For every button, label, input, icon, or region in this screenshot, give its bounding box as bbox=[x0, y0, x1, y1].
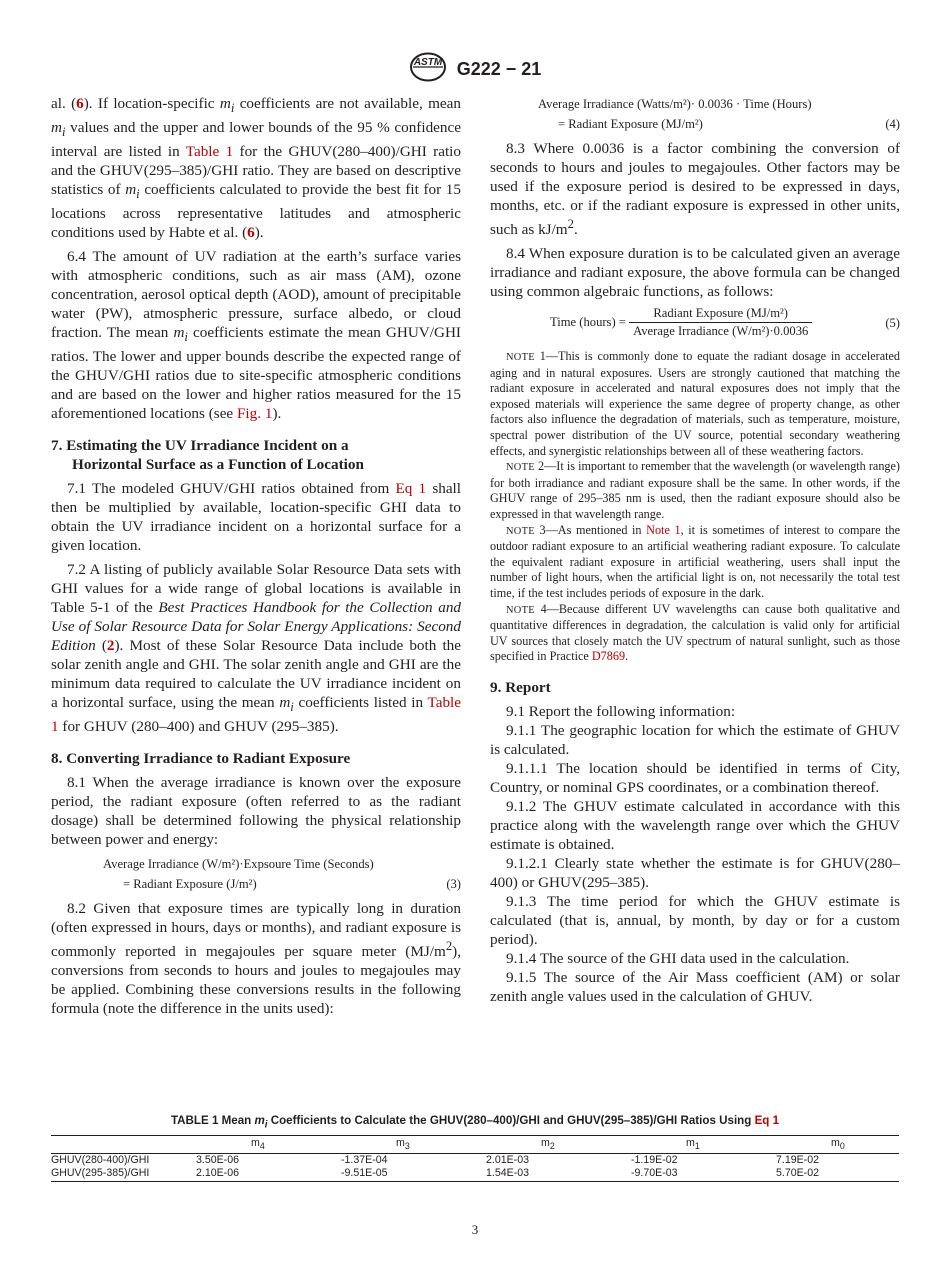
reference-6-link[interactable]: 6 bbox=[247, 224, 255, 242]
table-header-m1: $m_1$ bbox=[631, 1136, 776, 1154]
equation-3-line1: Average Irradiance (W/m²)·Expsoure Time (Seconds) bbox=[103, 857, 374, 872]
reference-6-link[interactable]: 6 bbox=[76, 95, 84, 112]
figure-1-link[interactable]: Fig. 1 bbox=[236, 405, 273, 423]
table-cell: 3.50E-06 bbox=[196, 1154, 239, 1167]
table-cell: -1.37E-04 bbox=[341, 1154, 388, 1167]
equation-3-line2: = Radiant Exposure (J/m²) (3) bbox=[51, 874, 461, 894]
table-cell: 2.01E-03 bbox=[486, 1154, 529, 1167]
paragraph-9-1-1-1: 9.1.1.1 The location should be identified in terms of City, Country, or nominal GPS coordinates, or a combination thereof. bbox=[490, 759, 900, 796]
paragraph-8-4: 8.4 When exposure duration is to be calculated given an average irradiance and radiant exposure, the above formula can be changed using common algebraic functions, as follows: bbox=[490, 245, 900, 301]
paragraph-8-2: 8.2 Given that exposure times are typically long in duration (often expressed in hours, days or months), and radiant exposure is commonly reported in megajoules per square meter $(MJ/m^2)$, conversions from seconds to hours and joules to megajoules may be applied. Combining these conversions results in the following formula (note the difference in the units used): bbox=[51, 900, 461, 1018]
coefficients-table bbox=[51, 1135, 899, 1182]
paragraph-9-1-4: 9.1.4 The source of the GHI data used in the calculation. bbox=[506, 949, 850, 967]
table-1-block bbox=[51, 1113, 899, 1182]
table-cell: 1.54E-03 bbox=[486, 1167, 631, 1182]
paragraph-9-1-5: 9.1.5 The source of the Air Mass coefficient (AM) or solar zenith angle values used in the calculation of GHUV. bbox=[490, 968, 900, 1005]
table-1-link[interactable]: Table 1 bbox=[185, 143, 234, 161]
section-8-heading: 8. Converting Irradiance to Radiant Exposure bbox=[51, 750, 351, 768]
paragraph-7-2: 7.2 A listing of publicly available Solar Resource Data sets with GHI values for a wide range of global locations is available in Table 5-1 of the Best Practices Handbook for the Collection and Use of Solar Resource Data for Solar Energy Applications: Second Edition (2). Most of these Solar Resource Data include both the solar zenith angle and GHI. The solar zenith angle and GHI are the minimum data required to calculate the UV irradiance incident on a horizontal surface, using the mean $m_i$ coefficients listed in Table 1 for GHUV (280–400) and GHUV (295–385). bbox=[51, 561, 462, 736]
page-number: 3 bbox=[471, 1222, 479, 1237]
paragraph-7-1: 7.1 The modeled GHUV/GHI ratios obtained from Eq 1 shall then be multiplied by available, location-specific GHI data to obtain the UV irradiance incident on a horizontal surface for a given location. bbox=[51, 480, 462, 555]
left-column bbox=[51, 94, 461, 1018]
table-cell: 7.19E-02 bbox=[776, 1154, 819, 1167]
eq-1-link[interactable]: Eq 1 bbox=[754, 1114, 780, 1127]
table-row bbox=[51, 1167, 899, 1182]
document-code: G222 − 21 bbox=[456, 59, 542, 79]
section-7-heading: 7. Estimating the UV Irradiance Incident on a Horizontal Surface as a Function of Location bbox=[51, 437, 364, 474]
table-cell: -1.19E-02 bbox=[631, 1154, 678, 1167]
paragraph-9-1-3: 9.1.3 The time period for which the GHUV estimate is calculated (that is, annual, by month, by day or for a custom period). bbox=[490, 892, 900, 948]
table-cell: -9.70E-03 bbox=[631, 1167, 776, 1182]
paragraph-6-3-continued: al. (6). If location-specific $m_i$ coefficients are not available, mean $m_i$ values and the upper and lower bounds of the 95 % confidence interval are listed in Table 1 for the GHUV(280–400)/GHI ratio and the GHUV(295–385)/GHI ratio. They are based on descriptive statistics of $m_i$ coefficients calculated to provide the best fit for 15 locations across representative latitudes and atmospheric conditions used by Habte et al. (6). bbox=[51, 95, 461, 242]
logo-text: ASTM bbox=[413, 57, 442, 68]
note-1: NOTE 1—This is commonly done to equate the radiant dosage in accelerated aging and in natural exposures. Users are strongly cautioned that matching the radiant exposure in accelerated and natural exposures does not imply that the exposed materials will experience the same degree of property change, as other factors also influence the degradation of materials, such as temperature, moisture, spectral power distribution of the UV source, potential secondary weathering effects, and synergistic relationships between all of these weathering factors. bbox=[490, 349, 900, 458]
paragraph-9-1: 9.1 Report the following information: bbox=[506, 702, 736, 720]
paragraph-6-4: 6.4 The amount of UV radiation at the earth’s surface varies with atmospheric conditions, such as air mass (AM), ozone concentration, aerosol optical depth (AOD), amount of precipitable water (PW), atmospheric pressure, surface albedo, or cloud fraction. The mean $m_i$ coefficients estimate the mean GHUV/GHI ratios. The lower and upper bounds describe the expected range of the GHUV/GHI ratios due to site-specific atmospheric conditions and are based on the lower and higher ratios measured for the 15 aforementioned locations (see Fig. 1). bbox=[51, 248, 461, 423]
note-4: NOTE 4—Because different UV wavelengths can cause both qualitative and quantitative differences in degradation, the calculation is valid only for artificial UV sources that closely match the UV spectrum of natural sunlight, such as those specified in Practice D7869. bbox=[490, 601, 900, 664]
eq-1-link[interactable]: Eq 1 bbox=[395, 480, 427, 498]
paragraph-8-1: 8.1 When the average irradiance is known over the exposure period, the radiant exposure (often referred to as the radiant dosage) shall be determined following the physical relationship between power and energy: bbox=[51, 774, 461, 849]
table-header-m2: $m_2$ bbox=[486, 1136, 631, 1154]
equation-5-fraction: $\frac{\text{Radiant Exposure (MJ/m²)}}{\text{Average Irradiance (W/m²)·0.0036}}$ bbox=[629, 306, 812, 339]
table-header-m0: $m_0$ bbox=[776, 1136, 899, 1154]
table-row-label: GHUV(295-385)/GHI bbox=[51, 1167, 196, 1182]
paragraph-9-1-2: 9.1.2 The GHUV estimate calculated in accordance with this practice along with the wavelength range over which the GHUV estimate is obtained. bbox=[490, 797, 900, 853]
astm-logo-icon bbox=[409, 52, 447, 87]
table-header-m3: $m_3$ bbox=[341, 1136, 486, 1154]
table-cell: -9.51E-05 bbox=[341, 1167, 486, 1182]
paragraph-9-1-1: 9.1.1 The geographic location for which the estimate of GHUV is calculated. bbox=[490, 721, 900, 758]
equation-5-number: (5) bbox=[885, 316, 900, 331]
equation-5: Time (hours) = $\frac{\text{Radiant Exposure (MJ/m²)}}{\text{Average Irradiance (W/m²)·0.0036}}$ (5) bbox=[550, 306, 900, 339]
note-1-link[interactable]: Note 1 bbox=[646, 522, 681, 537]
note-3: NOTE 3—As mentioned in Note 1, it is sometimes of interest to compare the outdoor radiant exposure to an artificial weathering radiant exposure. To calculate the equivalent radiant exposure in artificial weathering, users shall input the number of light hours, when the artificial light is on, not necessarily the total test time, if the test includes periods of exposure in the dark. bbox=[490, 522, 900, 600]
equation-4-line2: = Radiant Exposure (MJ/m²) (4) bbox=[490, 114, 900, 134]
table-1-link[interactable]: Table 1 bbox=[51, 694, 461, 736]
table-header-m4: $m_4$ bbox=[196, 1136, 341, 1154]
table-row bbox=[51, 1154, 899, 1168]
reference-2-link[interactable]: 2 bbox=[106, 637, 115, 655]
table-header-row bbox=[51, 1136, 899, 1154]
equation-3-number: (3) bbox=[446, 877, 461, 892]
note-2: NOTE 2—It is important to remember that the wavelength (or wavelength range) for both irradiance and radiant exposure shall be the same. In other words, if the GHUV range of 295–385 nm is used, then the radiant exposure should also be expressed in that wavelength range. bbox=[490, 459, 900, 521]
table-cell: 2.10E-06 bbox=[196, 1167, 341, 1182]
page-header bbox=[0, 52, 950, 87]
d7869-link[interactable]: D7869 bbox=[591, 649, 626, 664]
table-header-blank bbox=[51, 1136, 196, 1154]
paragraph-8-3: 8.3 Where 0.0036 is a factor combining the conversion of seconds to hours and joules to megajoules. Other factors may be used if the exposure period is desired to be expressed in days, months, etc. or if the radiant exposure is expressed in other units, such as $kJ/m^2$. bbox=[490, 140, 900, 239]
right-column bbox=[490, 94, 900, 1006]
table-cell: 5.70E-02 bbox=[776, 1167, 899, 1182]
table-1-caption: TABLE 1 Mean $m_i$ Coefficients to Calculate the GHUV(280–400)/GHI and GHUV(295–385)/GHI Ratios Using Eq 1 bbox=[170, 1114, 780, 1131]
table-row-label: GHUV(280-400)/GHI bbox=[51, 1154, 150, 1167]
section-9-heading: 9. Report bbox=[490, 678, 551, 696]
equation-4-number: (4) bbox=[885, 117, 900, 131]
paragraph-9-1-2-1: 9.1.2.1 Clearly state whether the estimate is for GHUV(280–400) or GHUV(295–385). bbox=[490, 854, 900, 891]
equation-4-line1: Average Irradiance (Watts/m²)· 0.0036 · Time (Hours) bbox=[538, 97, 812, 111]
